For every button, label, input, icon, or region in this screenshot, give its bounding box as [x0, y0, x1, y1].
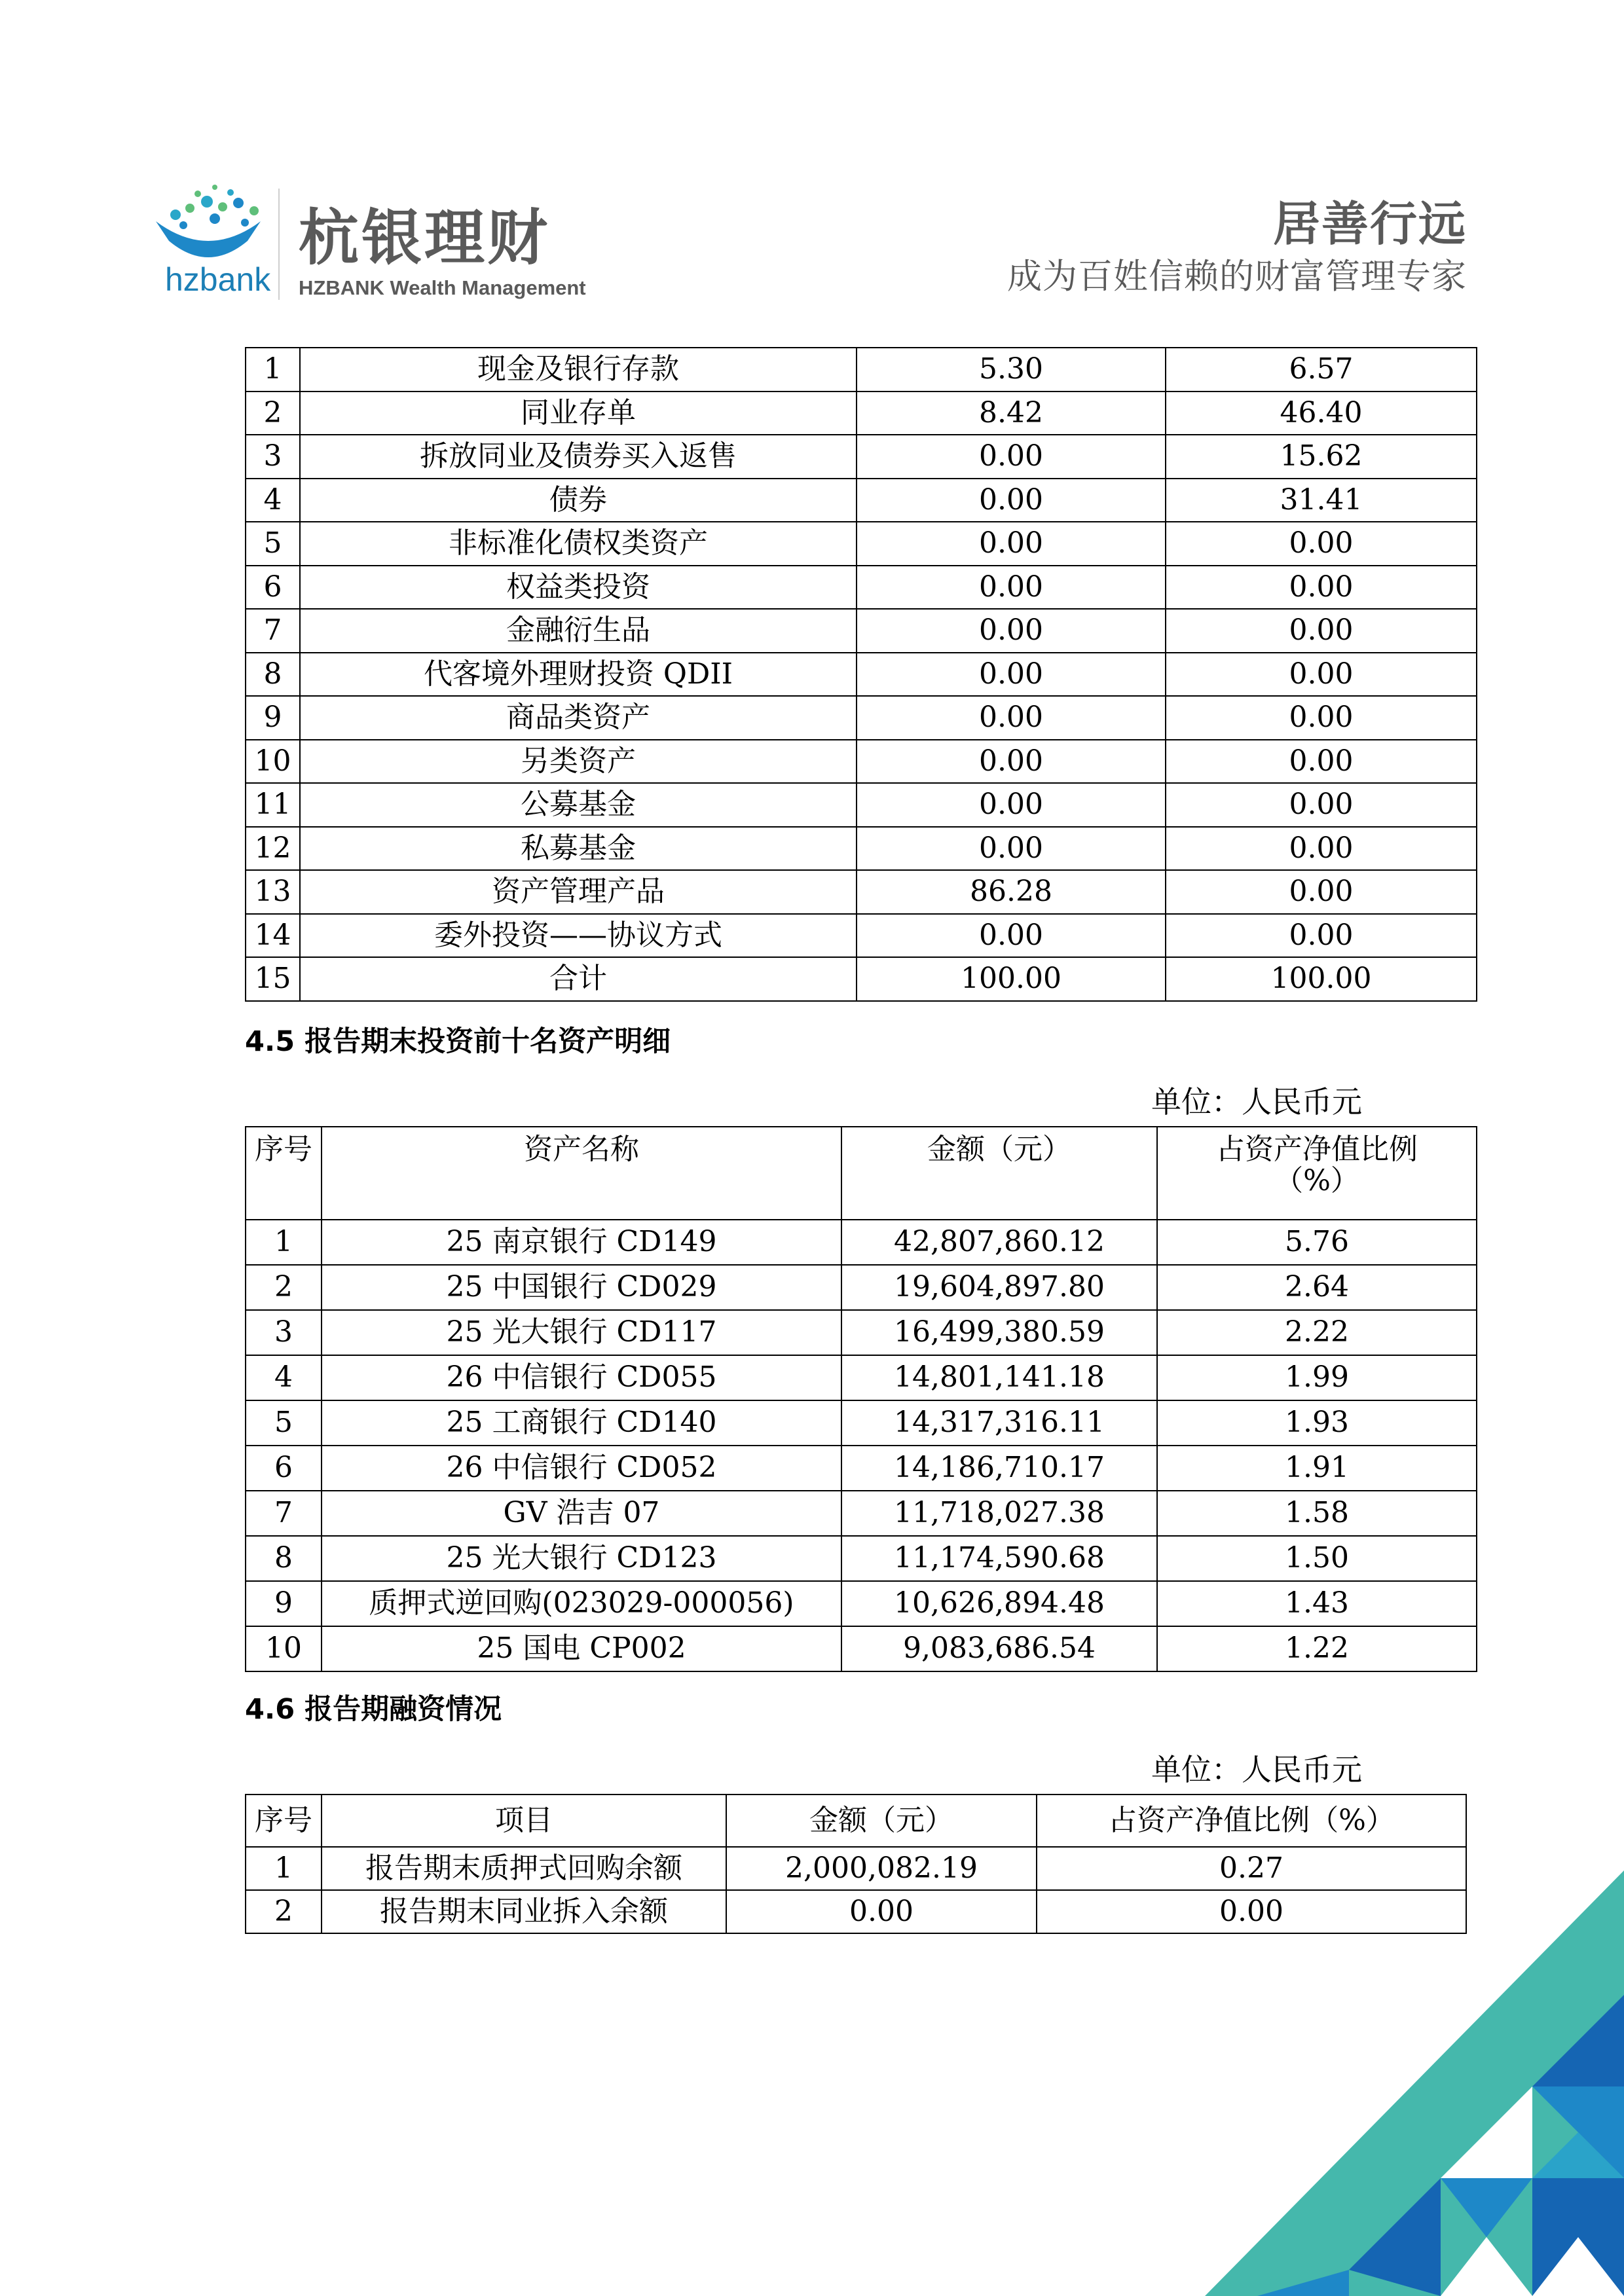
cell-value-2: 15.62 — [1166, 435, 1477, 479]
table-row — [246, 479, 1477, 522]
cell-ratio: 2.64 — [1157, 1265, 1477, 1310]
cell-no: 12 — [246, 827, 300, 871]
cell-amount: 19,604,897.80 — [841, 1265, 1157, 1310]
table-row — [246, 435, 1477, 479]
tagline: 成为百姓信赖的财富管理专家 — [1007, 257, 1467, 297]
cell-no: 4 — [246, 1355, 322, 1400]
cell-item: 报告期末质押式回购余额 — [322, 1847, 726, 1890]
cell-amount: 0.00 — [726, 1890, 1037, 1933]
cell-asset-name: 26 中信银行 CD052 — [322, 1446, 841, 1491]
cell-value-2: 0.00 — [1166, 653, 1477, 697]
header-ratio-line1: 占资产净值比例 — [1216, 1133, 1418, 1166]
cell-no: 5 — [246, 522, 300, 566]
cell-item: 同业存单 — [300, 392, 857, 435]
cell-item: 委外投资——协议方式 — [300, 914, 857, 958]
cell-amount: 11,718,027.38 — [841, 1491, 1157, 1536]
cell-value-1: 0.00 — [857, 783, 1166, 827]
cell-no: 9 — [246, 696, 300, 740]
cell-item: 债券 — [300, 479, 857, 522]
table-row — [246, 566, 1477, 610]
cell-asset-name: 25 南京银行 CD149 — [322, 1220, 841, 1265]
cell-item: 非标准化债权类资产 — [300, 522, 857, 566]
cell-value-2: 0.00 — [1166, 696, 1477, 740]
cell-no: 1 — [246, 1220, 322, 1265]
cell-no: 1 — [246, 348, 300, 392]
cell-value-1: 0.00 — [857, 914, 1166, 958]
cell-asset-name: GV 浩吉 07 — [322, 1491, 841, 1536]
cell-amount: 2,000,082.19 — [726, 1847, 1037, 1890]
cell-item: 报告期末同业拆入余额 — [322, 1890, 726, 1933]
table-row — [246, 1265, 1477, 1310]
table-row — [246, 957, 1477, 1001]
cell-ratio: 1.99 — [1157, 1355, 1477, 1400]
cell-no: 2 — [246, 1265, 322, 1310]
header-amount: 金额（元） — [726, 1795, 1037, 1847]
cell-asset-name: 26 中信银行 CD055 — [322, 1355, 841, 1400]
cell-no: 11 — [246, 783, 300, 827]
cell-asset-name: 25 中国银行 CD029 — [322, 1265, 841, 1310]
table-row — [246, 1446, 1477, 1491]
cell-value-1: 8.42 — [857, 392, 1166, 435]
cell-ratio: 2.22 — [1157, 1310, 1477, 1355]
header-ratio: 占资产净值比例（%） — [1037, 1795, 1466, 1847]
cell-value-1: 0.00 — [857, 609, 1166, 653]
cell-asset-name: 25 工商银行 CD140 — [322, 1400, 841, 1446]
cell-ratio: 5.76 — [1157, 1220, 1477, 1265]
table-row — [246, 783, 1477, 827]
cell-item: 现金及银行存款 — [300, 348, 857, 392]
cell-value-2: 0.00 — [1166, 783, 1477, 827]
cell-value-1: 86.28 — [857, 870, 1166, 914]
table-row — [246, 914, 1477, 958]
table-row — [246, 740, 1477, 784]
cell-value-1: 0.00 — [857, 566, 1166, 610]
cell-amount: 14,186,710.17 — [841, 1446, 1157, 1491]
table-header-row — [246, 1795, 1466, 1847]
cell-item: 私募基金 — [300, 827, 857, 871]
cell-ratio: 0.27 — [1037, 1847, 1466, 1890]
header-no: 序号 — [246, 1127, 322, 1220]
cell-no: 13 — [246, 870, 300, 914]
cell-item: 商品类资产 — [300, 696, 857, 740]
cell-amount: 14,317,316.11 — [841, 1400, 1157, 1446]
cell-value-2: 6.57 — [1166, 348, 1477, 392]
cell-value-1: 100.00 — [857, 957, 1166, 1001]
cell-no: 14 — [246, 914, 300, 958]
table-row — [246, 653, 1477, 697]
cell-ratio: 1.22 — [1157, 1626, 1477, 1671]
cell-ratio: 1.43 — [1157, 1581, 1477, 1626]
header-name: 资产名称 — [322, 1127, 841, 1220]
table-row — [246, 392, 1477, 435]
cell-no: 7 — [246, 609, 300, 653]
table-header-row — [246, 1127, 1477, 1220]
header-amount: 金额（元） — [841, 1127, 1157, 1220]
cell-ratio: 0.00 — [1037, 1890, 1466, 1933]
section-title-top10: 4.5 报告期末投资前十名资产明细 — [245, 1025, 671, 1058]
decorative-triangles — [1205, 1870, 1624, 2296]
cell-value-1: 0.00 — [857, 696, 1166, 740]
table-row — [246, 1220, 1477, 1265]
unit-label-top10: 单位：人民币元 — [1151, 1084, 1362, 1120]
cell-value-2: 46.40 — [1166, 392, 1477, 435]
slogan: 居善行远 — [1272, 196, 1467, 251]
cell-asset-name: 25 光大银行 CD117 — [322, 1310, 841, 1355]
cell-no: 2 — [246, 1890, 322, 1933]
cell-value-1: 5.30 — [857, 348, 1166, 392]
cell-no: 9 — [246, 1581, 322, 1626]
cell-no: 7 — [246, 1491, 322, 1536]
table-row — [246, 1491, 1477, 1536]
cell-value-2: 0.00 — [1166, 870, 1477, 914]
cell-item: 代客境外理财投资 QDII — [300, 653, 857, 697]
table-row — [246, 1536, 1477, 1581]
cell-no: 8 — [246, 1536, 322, 1581]
table-row — [246, 1581, 1477, 1626]
cell-item: 另类资产 — [300, 740, 857, 784]
cell-asset-name: 质押式逆回购(023029-000056) — [322, 1581, 841, 1626]
cell-ratio: 1.93 — [1157, 1400, 1477, 1446]
cell-value-1: 0.00 — [857, 653, 1166, 697]
table-row — [246, 1626, 1477, 1671]
table-row — [246, 827, 1477, 871]
cell-item: 权益类投资 — [300, 566, 857, 610]
cell-item: 拆放同业及债券买入返售 — [300, 435, 857, 479]
cell-value-1: 0.00 — [857, 435, 1166, 479]
top10-assets-table — [245, 1126, 1477, 1672]
cell-item: 合计 — [300, 957, 857, 1001]
header-no: 序号 — [246, 1795, 322, 1847]
cell-value-2: 0.00 — [1166, 914, 1477, 958]
unit-label-financing: 单位：人民币元 — [1151, 1752, 1362, 1787]
cell-amount: 11,174,590.68 — [841, 1536, 1157, 1581]
brand-short: hzbank — [165, 261, 271, 298]
cell-value-2: 0.00 — [1166, 827, 1477, 871]
cell-amount: 42,807,860.12 — [841, 1220, 1157, 1265]
cell-no: 2 — [246, 392, 300, 435]
cell-value-2: 31.41 — [1166, 479, 1477, 522]
cell-no: 5 — [246, 1400, 322, 1446]
table-row — [246, 348, 1477, 392]
cell-value-2: 0.00 — [1166, 740, 1477, 784]
table-row — [246, 870, 1477, 914]
table-row — [246, 609, 1477, 653]
cell-item: 金融衍生品 — [300, 609, 857, 653]
brand-name-en: HZBANK Wealth Management — [299, 276, 586, 299]
cell-ratio: 1.58 — [1157, 1491, 1477, 1536]
table-row — [246, 1355, 1477, 1400]
cell-no: 1 — [246, 1847, 322, 1890]
table-row — [246, 1400, 1477, 1446]
cell-no: 3 — [246, 435, 300, 479]
table-row — [246, 522, 1477, 566]
header-ratio — [1157, 1127, 1477, 1220]
header-item: 项目 — [322, 1795, 726, 1847]
table-row — [246, 1310, 1477, 1355]
cell-amount: 14,801,141.18 — [841, 1355, 1157, 1400]
cell-no: 15 — [246, 957, 300, 1001]
cell-value-1: 0.00 — [857, 827, 1166, 871]
cell-no: 4 — [246, 479, 300, 522]
table-row — [246, 696, 1477, 740]
cell-value-1: 0.00 — [857, 479, 1166, 522]
cell-amount: 9,083,686.54 — [841, 1626, 1157, 1671]
cell-amount: 16,499,380.59 — [841, 1310, 1157, 1355]
cell-no: 8 — [246, 653, 300, 697]
cell-amount: 10,626,894.48 — [841, 1581, 1157, 1626]
cell-no: 3 — [246, 1310, 322, 1355]
header-ratio-line2: （%） — [1274, 1164, 1359, 1198]
cell-no: 10 — [246, 740, 300, 784]
cell-value-2: 100.00 — [1166, 957, 1477, 1001]
brand-name-cn: 杭银理财 — [299, 203, 551, 273]
cell-value-2: 0.00 — [1166, 522, 1477, 566]
cell-no: 6 — [246, 1446, 322, 1491]
asset-allocation-table — [245, 347, 1477, 1002]
cell-value-2: 0.00 — [1166, 609, 1477, 653]
cell-ratio: 1.91 — [1157, 1446, 1477, 1491]
cell-value-1: 0.00 — [857, 740, 1166, 784]
section-title-financing: 4.6 报告期融资情况 — [245, 1693, 502, 1726]
cell-asset-name: 25 国电 CP002 — [322, 1626, 841, 1671]
cell-asset-name: 25 光大银行 CD123 — [322, 1536, 841, 1581]
cell-no: 10 — [246, 1626, 322, 1671]
cell-no: 6 — [246, 566, 300, 610]
cell-item: 资产管理产品 — [300, 870, 857, 914]
cell-ratio: 1.50 — [1157, 1536, 1477, 1581]
cell-value-1: 0.00 — [857, 522, 1166, 566]
cell-value-2: 0.00 — [1166, 566, 1477, 610]
cell-item: 公募基金 — [300, 783, 857, 827]
